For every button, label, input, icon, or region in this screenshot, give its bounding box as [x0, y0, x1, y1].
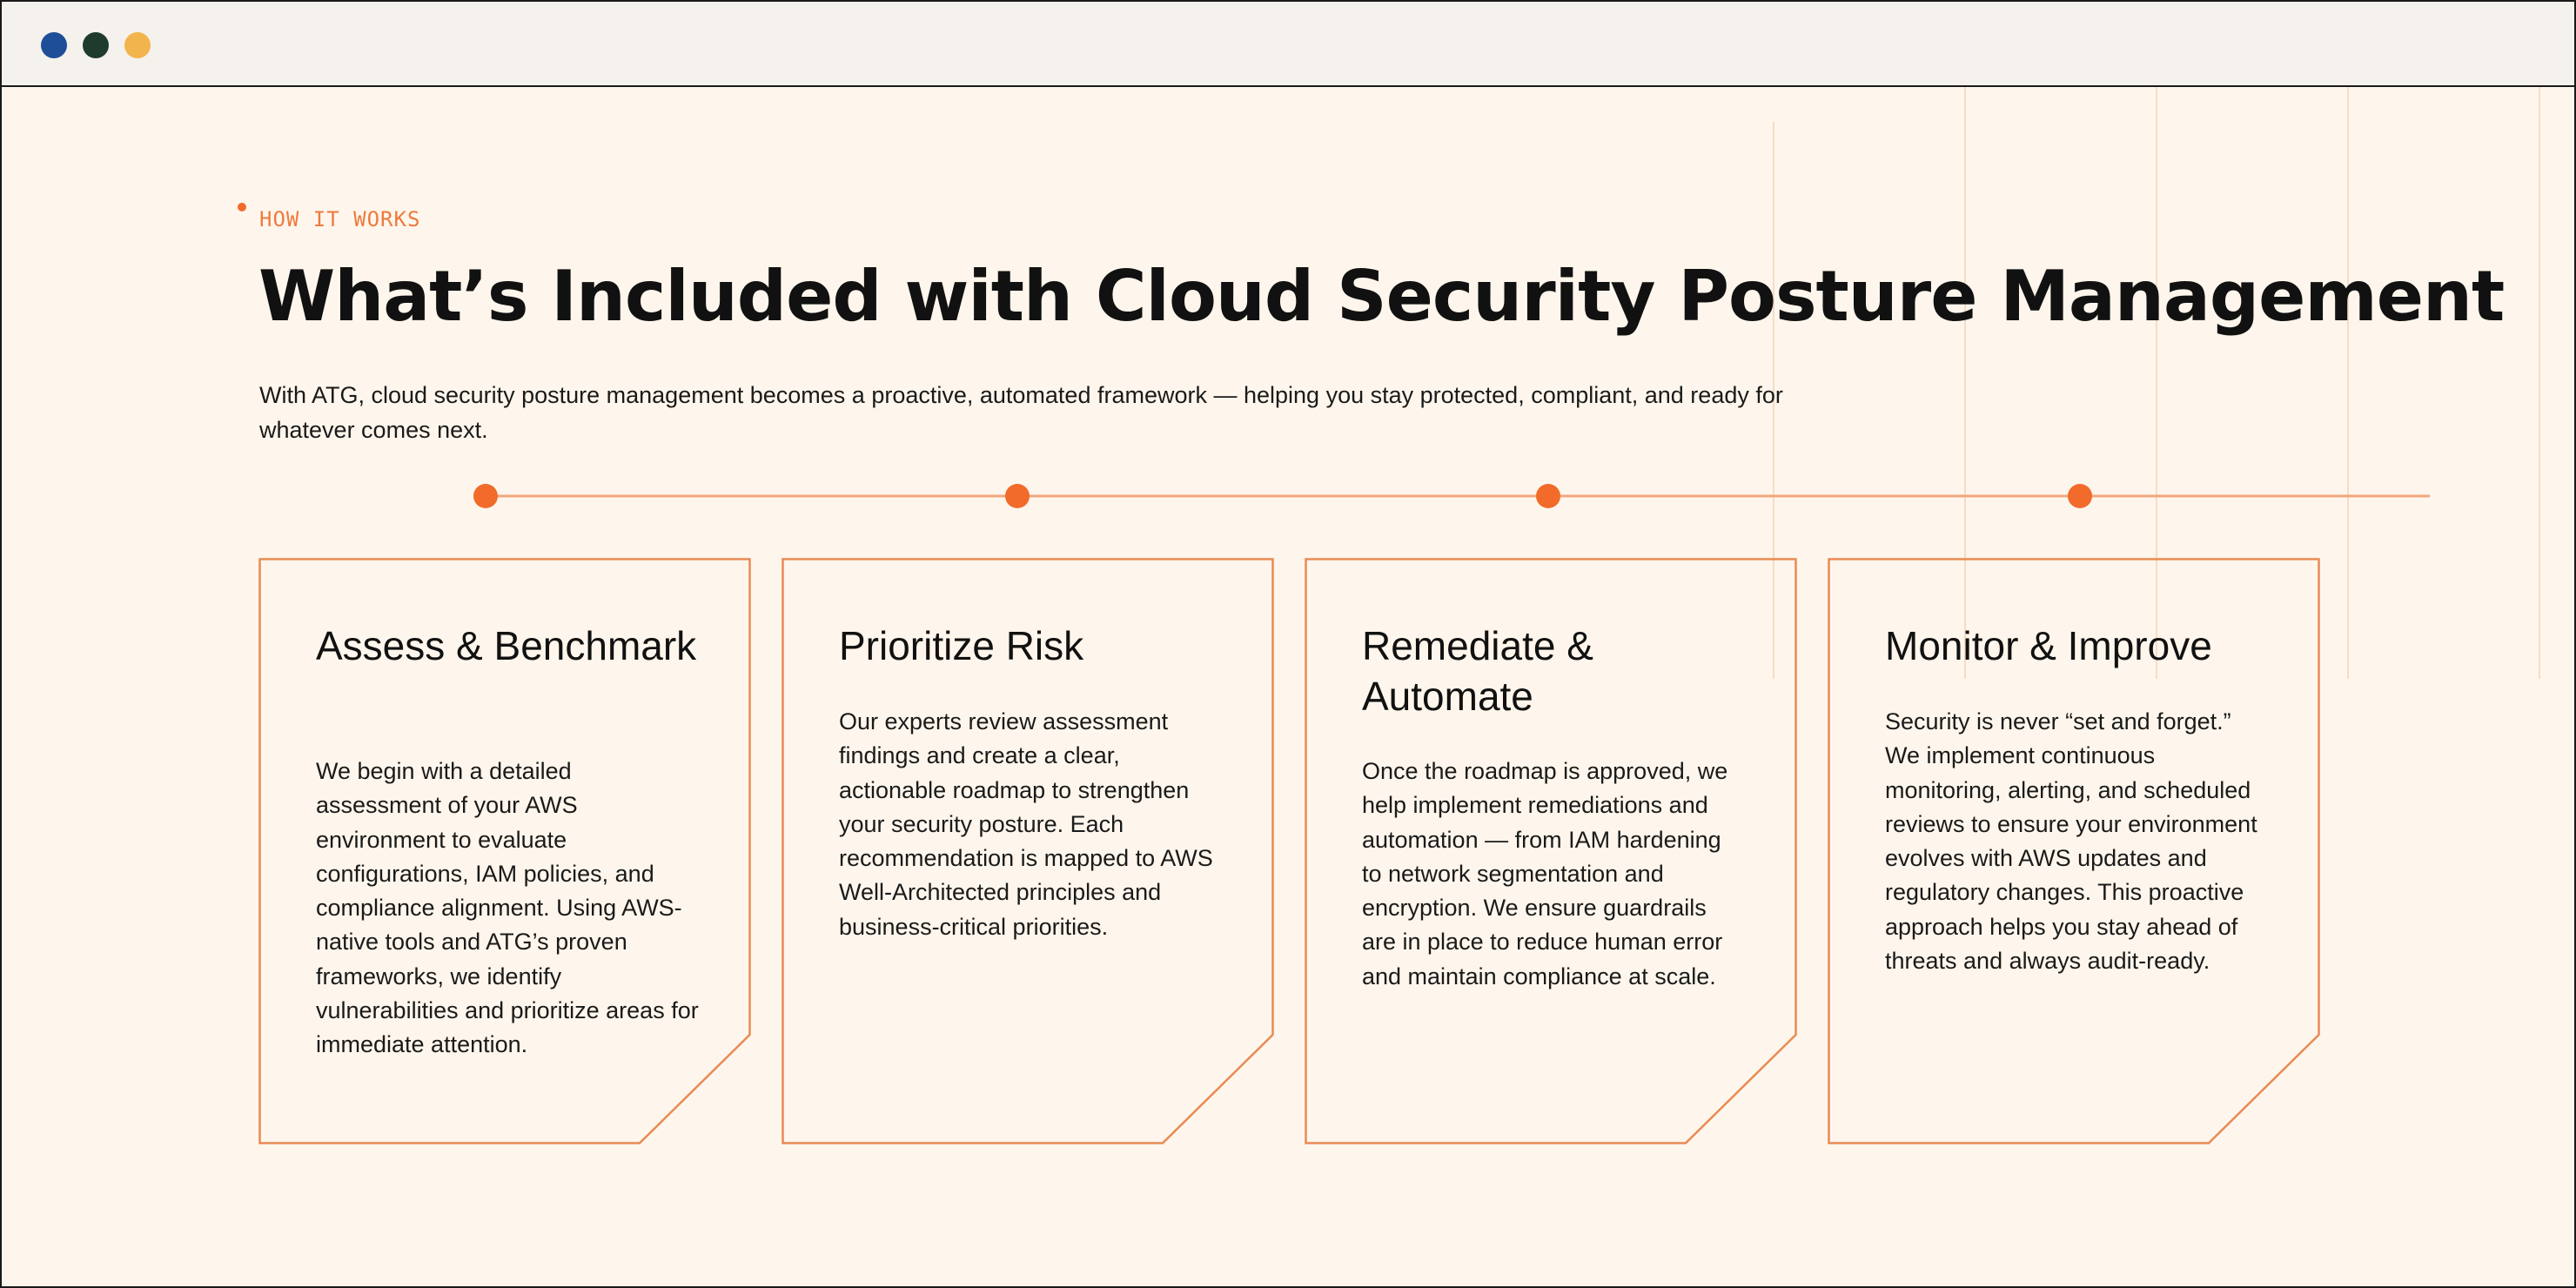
timeline-dot-4-icon: [2068, 484, 2092, 508]
timeline-dot-1-icon: [473, 484, 498, 508]
section-title: What’s Included with Cloud Security Posture Management: [258, 256, 2505, 337]
step-title: Assess & Benchmark: [316, 623, 697, 668]
timeline-dot-3-icon: [1536, 484, 1560, 508]
step-title: Prioritize Risk: [839, 623, 1084, 668]
step-description: Our experts review assessment findings and create a clear, actionable roadmap to strengthen your security posture. Each recommendation is mapped to AWS Well-Architected principles and business-critical priorities.: [839, 708, 1213, 940]
step-description: We begin with a detailed assessment of your AWS environment to evaluate configurations, IAM policies, and compliance alignment. Using AWS-native tools and ATG’s proven frameworks, we identify vulnerabilities and prioritize areas for immediate attention.: [316, 758, 699, 1058]
step-card-monitor: [1828, 558, 2320, 1144]
step-description: Security is never “set and forget.” We implement continuous monitoring, alerting, and scheduled reviews to ensure your environment evolves with AWS updates and regulatory changes. This proactive approach helps you stay ahead of threats and always audit-ready.: [1885, 708, 2257, 975]
eyebrow-dot-icon: [238, 203, 246, 211]
timeline-dot-2-icon: [1005, 484, 1030, 508]
window-control-blue-icon[interactable]: [41, 32, 67, 58]
step-card-prioritize: [782, 558, 1274, 1144]
window-control-yellow-icon[interactable]: [124, 32, 151, 58]
steps-timeline: [2, 472, 2574, 524]
step-card-remediate: [1305, 558, 1797, 1144]
step-card-assess: [258, 558, 751, 1144]
section-eyebrow: HOW IT WORKS: [259, 207, 421, 231]
step-title: Remediate & Automate: [1362, 623, 1593, 719]
section-intro: With ATG, cloud security posture management becomes a proactive, automated framework — helping you stay protected, compliant, and ready for whatever comes next.: [259, 382, 1783, 443]
window-control-green-icon[interactable]: [83, 32, 109, 58]
step-description: Once the roadmap is approved, we help implement remediations and automation — from IAM hardening to network segmentation and encryption. We ensure guardrails are in place to reduce human error and maintain compliance at scale.: [1362, 758, 1728, 989]
step-title: Monitor & Improve: [1885, 623, 2212, 668]
window-titlebar: [2, 2, 2574, 87]
